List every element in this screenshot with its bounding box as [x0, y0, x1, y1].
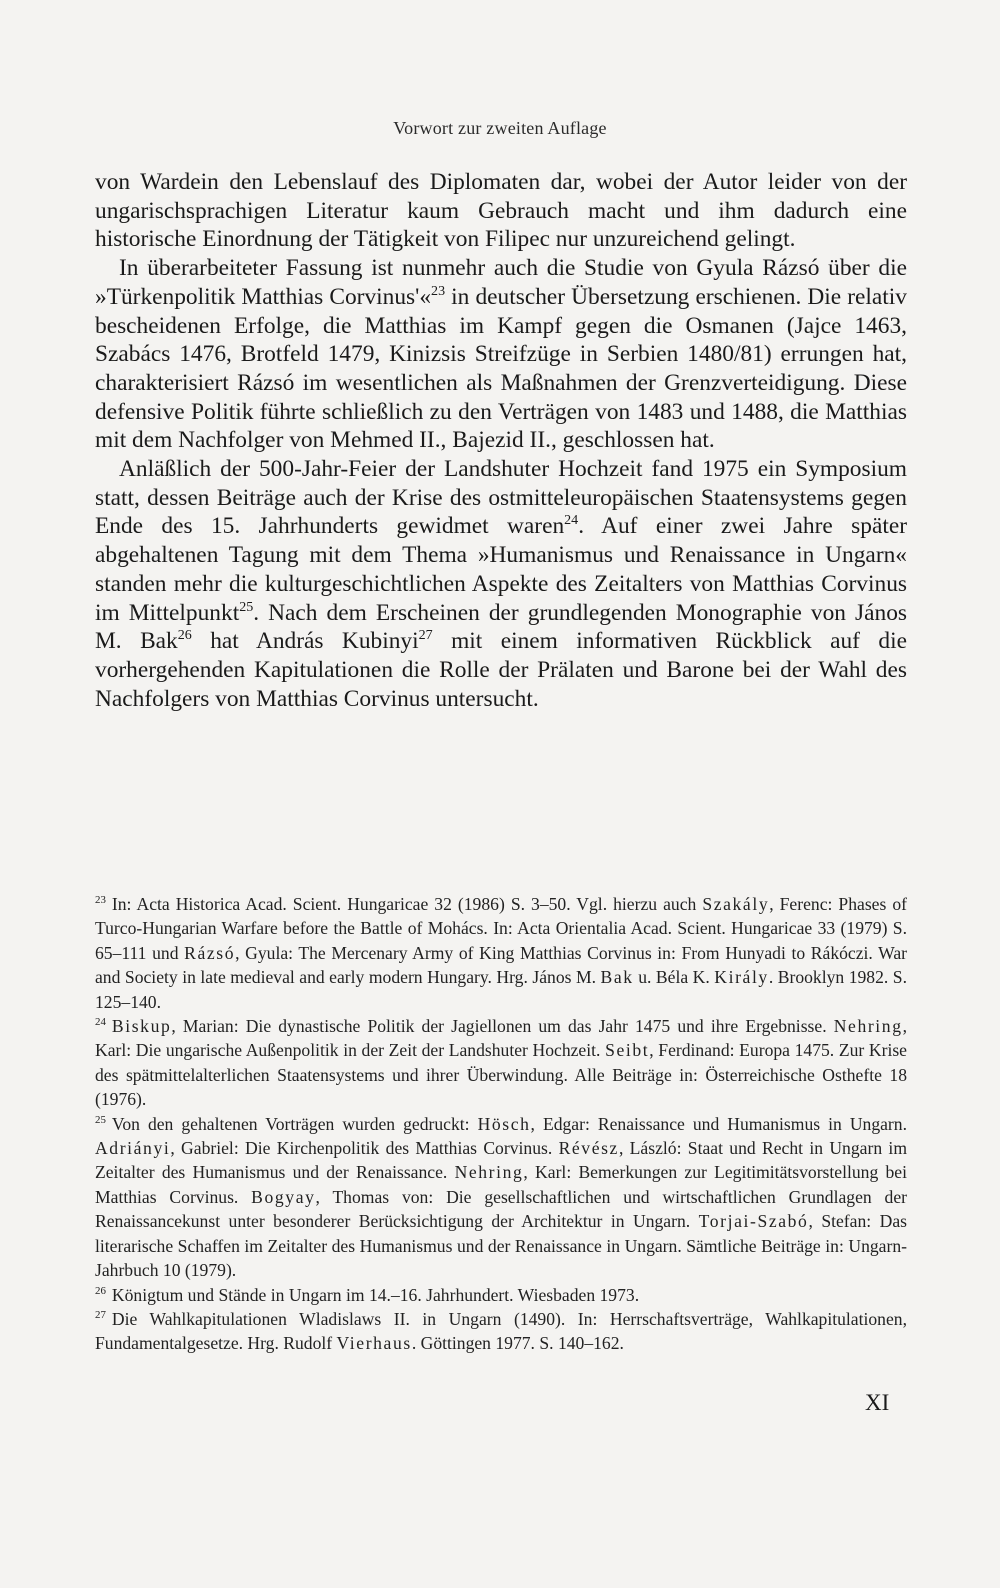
- footnote-26: $^{26}$ Königtum und Stände in Ungarn im 14.–16. Jahrhundert. Wiesbaden 1973.: [95, 1284, 640, 1305]
- page-number: XI: [865, 1390, 890, 1415]
- footnote-ref-23[interactable]: 23: [431, 282, 446, 299]
- running-head: Vorwort zur zweiten Auflage: [393, 118, 607, 138]
- footnote-ref-24[interactable]: 24: [564, 512, 579, 529]
- body-text: [95, 168, 907, 713]
- footnote-ref-25[interactable]: 25: [239, 598, 254, 615]
- footnote-number: 24: [95, 1016, 106, 1029]
- footnote-number: 27: [95, 1309, 106, 1322]
- footnote-23: $^{23}$ In: Acta Historica Acad. Scient. Hungaricae 32 (1986) S. 3–50. Vgl. hierzu auch Szakály, Ferenc: Phases of Turco-Hungarian Warfare before the Battle of Mohács. In: Acta Orientalia Acad. Scient. Hungaricae 33 (1979) S. 65–111 und Rázsó, Gyula: The Mercenary Army of King Matthias Corvinus in: From Hunyadi to Rákóczi. War and Society in late medieval and early modern Hungary. Hrg. János M. Bak u. Béla K. Király. Brooklyn 1982. S. 125–140.: [95, 894, 907, 1012]
- footnote-number: 23: [95, 894, 106, 907]
- footnote-ref-27[interactable]: 27: [418, 627, 433, 644]
- footnote-number: 25: [95, 1114, 106, 1127]
- footnote-ref-26[interactable]: 26: [177, 627, 192, 644]
- footnote-24: $^{24}$ Biskup, Marian: Die dynastische Politik der Jagiellonen um das Jahr 1475 und ihre Ergebnisse. Nehring, Karl: Die ungarische Außenpolitik in der Zeit der Landshuter Hochzeit. Seibt, Ferdinand: Europa 1475. Zur Krise des spätmittelalterlichen Staatensystems und ihrer Überwindung. Alle Beiträge in: Österreichische Osthefte 18 (1976).: [95, 1016, 907, 1110]
- footnote-number: 26: [95, 1284, 106, 1297]
- paragraph-1: von Wardein den Lebenslauf des Diplomaten dar, wobei der Autor leider von der ungarischsprachigen Literatur kaum Gebrauch macht und ihm dadurch eine historische Einordnung der Tätigkeit von Filipec nur unzureichend gelingt.: [95, 169, 907, 253]
- footnote-25: $^{25}$ Von den gehaltenen Vorträgen wurden gedruckt: Hösch, Edgar: Renaissance und Humanismus in Ungarn. Adriányi, Gabriel: Die Kirchenpolitik des Matthias Corvinus. Révész, László: Staat und Recht in Ungarn im Zeitalter des Humanismus und der Renaissance. Nehring, Karl: Bemerkungen zur Legitimitätsvorstellung bei Matthias Corvinus. Bogyay, Thomas von: Die gesellschaftlichen und wirtschaftlichen Grundlagen der Renaissancekunst unter besonderer Berücksichtigung der Architektur in Ungarn. Torjai-Szabó, Stefan: Das literarische Schaffen im Zeitalter des Humanismus und der Renaissance in Ungarn. Sämtliche Beiträge in: Ungarn-Jahrbuch 10 (1979).: [95, 1113, 908, 1281]
- footnote-27: $^{27}$ Die Wahlkapitulationen Wladislaws II. in Ungarn (1490). In: Herrschaftsverträge, Wahlkapitulationen, Fundamentalgesetze. Hrg. Rudolf Vierhaus. Göttingen 1977. S. 140–162.: [95, 1308, 907, 1354]
- footnotes: [95, 892, 907, 1356]
- paragraph-2: In überarbeiteter Fassung ist nunmehr auch die Studie von Gyula Rázsó über die »Türkenpolitik Matthias Corvinus'«$^{23}$ in deutscher Übersetzung erschienen. Die relativ bescheidenen Erfolge, die Matthias im Kampf gegen die Osmanen (Jajce 1463, Szabács 1476, Brotfeld 1479, Kinizsis Streifzüge in Serbien 1480/81) errungen hat, charakterisiert Rázsó im wesentlichen als Maßnahmen der Grenzverteidigung. Diese defensive Politik führte schließlich zu den Verträgen von 1483 und 1488, die Matthias mit dem Nachfolger von Mehmed II., Bajezid II., geschlossen hat.: [95, 255, 907, 454]
- paragraph-3: Anläßlich der 500-Jahr-Feier der Landshuter Hochzeit fand 1975 ein Symposium statt, dessen Beiträge auch der Krise des ostmitteleuropäischen Staatensystems gegen Ende des 15. Jahrhunderts gewidmet waren$^{24}$. Auf einer zwei Jahre später abgehaltenen Tagung mit dem Thema »Humanismus und Renaissance in Ungarn« standen mehr die kulturgeschichtlichen Aspekte des Zeitalters von Matthias Corvinus im Mittelpunkt$^{25}$. Nach dem Erscheinen der grundlegenden Monographie von János M. Bak$^{26}$ hat András Kubinyi$^{27}$ mit einem informativen Rückblick auf die vorhergehenden Kapitulationen die Rolle der Prälaten und Barone bei der Wahl des Nachfolgers von Matthias Corvinus untersucht.: [95, 456, 907, 712]
